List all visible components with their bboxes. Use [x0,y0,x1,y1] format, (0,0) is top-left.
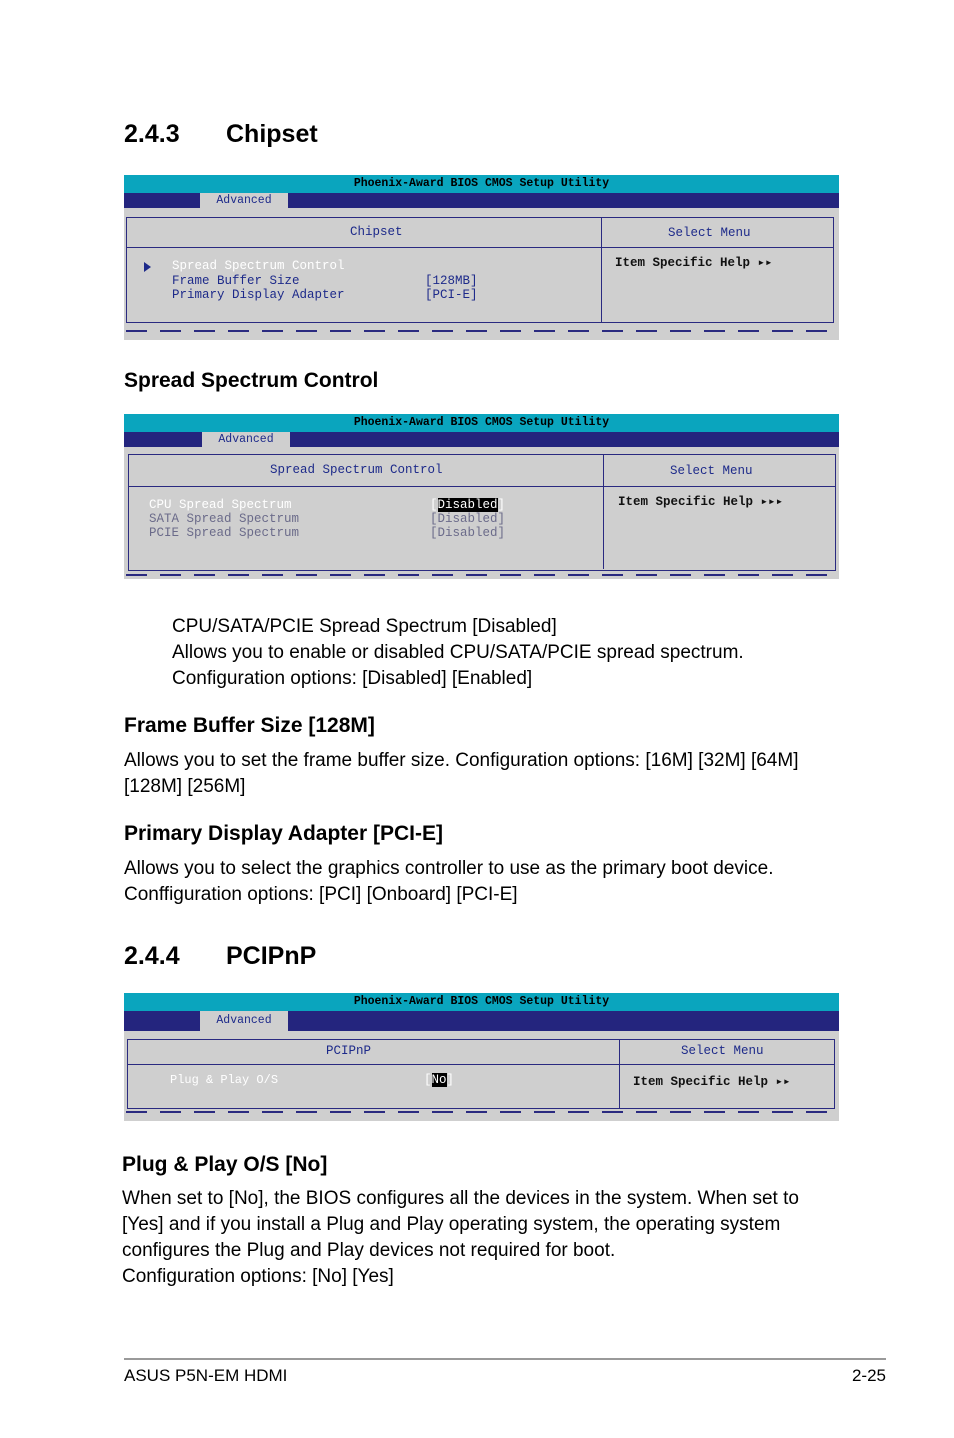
panel-header-divider [127,1064,835,1065]
menu-item-frame-buffer-size[interactable]: Frame Buffer Size [172,274,300,288]
footer-rule [124,1358,886,1360]
section-heading-pcipnp [124,942,316,971]
pda-text-line: Allows you to select the graphics controller to use as the primary boot device. [124,858,774,879]
pnp-text-line: Configuration options: [No] [Yes] [122,1266,394,1287]
menu-value-primary-display-adapter[interactable]: [PCI-E] [425,288,478,302]
ssc-desc-text: Allows you to enable or disabled CPU/SATA/PCIE spread spectrum. [172,642,744,663]
bios-screen-spread-spectrum [124,414,839,579]
help-text: Item Specific Help ▸▸ [615,256,773,270]
footer-page-number: 2-25 [851,1366,886,1385]
bios-dashed-border [126,1111,837,1113]
menu-item-primary-display-adapter[interactable]: Primary Display Adapter [172,288,345,302]
menu-value-plug-and-play-os[interactable] [424,1073,454,1088]
help-text: Item Specific Help ▸▸ [633,1075,791,1089]
frame-buffer-description [124,748,798,800]
ssc-desc-options: Configuration options: [Disabled] [Enabled] [172,668,533,689]
panel-title: PCIPnP [326,1044,372,1058]
menu-item-sata-spread-spectrum[interactable]: SATA Spread Spectrum [149,512,300,526]
bios-title-bar: Phoenix-Award BIOS CMOS Setup Utility [124,175,839,193]
pnp-text-line: configures the Plug and Play devices not required for boot. [122,1240,616,1261]
plug-and-play-description [122,1186,799,1290]
bracket-open: [ [430,498,438,512]
help-title: Select Menu [681,1044,764,1058]
panel-title: Chipset [350,225,403,239]
bracket-open: [ [424,1073,432,1087]
bios-dashed-border [126,574,837,576]
bios-menu-bar [124,193,839,208]
bios-title-bar: Phoenix-Award BIOS CMOS Setup Utility [124,414,839,432]
bios-title-bar: Phoenix-Award BIOS CMOS Setup Utility [124,993,839,1011]
bios-dashed-border [126,330,837,332]
selected-value: No [431,1073,447,1087]
help-title: Select Menu [670,464,753,478]
section-title: Chipset [226,120,318,148]
tab-advanced[interactable]: Advanced [202,432,290,447]
subheading-frame-buffer-size: Frame Buffer Size [128M] [124,714,375,737]
bios-menu-bar [124,1011,839,1031]
fbs-text-line: [128M] [256M] [124,776,246,797]
panel-divider [619,1039,620,1109]
pnp-text-line: [Yes] and if you install a Plug and Play operating system, the operating system [122,1214,781,1235]
panel-divider [603,454,604,569]
tab-advanced[interactable]: Advanced [200,1011,288,1031]
menu-value-frame-buffer-size[interactable]: [128MB] [425,274,478,288]
menu-value-cpu-spread-spectrum[interactable] [430,498,505,513]
pda-text-line: Conffiguration options: [PCI] [Onboard] [PCI-E] [124,884,518,905]
submenu-arrow-icon [144,262,151,272]
subheading-primary-display-adapter: Primary Display Adapter [PCI-E] [124,822,443,845]
panel-header-divider [126,247,834,248]
tab-advanced[interactable]: Advanced [200,193,288,208]
bios-screen-chipset [124,175,839,340]
menu-item-cpu-spread-spectrum[interactable]: CPU Spread Spectrum [149,498,292,512]
panel-divider [601,217,602,323]
help-text: Item Specific Help ▸▸▸ [618,495,784,509]
menu-item-plug-and-play-os[interactable]: Plug & Play O/S [170,1073,279,1087]
section-heading-chipset [124,120,318,149]
selected-value: Disabled [437,498,498,512]
bios-menu-bar [124,432,839,447]
pnp-text-line: When set to [No], the BIOS configures all the devices in the system. When set to [122,1188,799,1209]
section-title: PCIPnP [226,942,317,970]
fbs-text-line: Allows you to set the frame buffer size. Configuration options: [16M] [32M] [64M] [124,750,799,771]
ssc-desc-title: CPU/SATA/PCIE Spread Spectrum [Disabled] [172,616,557,637]
menu-value-pcie-spread-spectrum[interactable]: [Disabled] [430,526,506,540]
menu-value-sata-spread-spectrum[interactable]: [Disabled] [430,512,506,526]
menu-item-spread-spectrum-control[interactable]: Spread Spectrum Control [172,259,345,273]
help-title: Select Menu [668,226,751,240]
subheading-spread-spectrum-control: Spread Spectrum Control [124,369,379,392]
ssc-description [172,614,744,692]
panel-title: Spread Spectrum Control [270,463,443,477]
section-number: 2.4.4 [124,942,180,970]
subheading-plug-and-play: Plug & Play O/S [No] [122,1153,328,1176]
footer-product-name: ASUS P5N-EM HDMI [124,1366,288,1385]
primary-display-description [124,856,774,908]
section-number: 2.4.3 [124,120,180,148]
bracket-close: ] [446,1073,455,1087]
panel-header-divider [128,486,836,487]
bracket-close: ] [497,498,506,512]
menu-item-pcie-spread-spectrum[interactable]: PCIE Spread Spectrum [149,526,300,540]
bios-screen-pcipnp [124,993,839,1121]
